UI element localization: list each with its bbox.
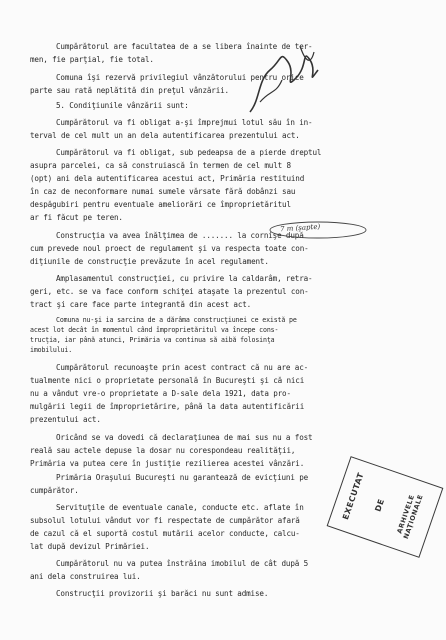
text-line: tualmente nici o proprietate personală în Bucureşti şi că nici xyxy=(30,376,305,385)
text-line: Oricând se va dovedi că declaraţiunea de mai sus nu a fost xyxy=(56,433,313,442)
text-line: Cumpărătorul va fi obligat a-şi împrejmui lotul său în in- xyxy=(56,118,313,127)
text-line: Primăria Oraşului Bucureşti nu garantează de evicţiuni pe xyxy=(56,473,309,482)
text-line: ar fi făcut pe teren. xyxy=(30,213,123,222)
section-heading: 5. Condiţiunile vânzării sunt: xyxy=(56,101,189,110)
stamp-line-2: DE xyxy=(373,497,387,513)
text-line: asupra parcelei, ca să construiască în termen de cel mult 8 xyxy=(30,161,291,170)
text-line: men, fie parţial, fie total. xyxy=(30,55,154,64)
text-line: despăgubiri pentru eventuale ameliorări ce împroprietăritul xyxy=(30,200,291,209)
handwritten-oval xyxy=(268,220,368,240)
text-line: Cumpărătorul va fi obligat, sub pedeapsa de a pierde dreptul xyxy=(56,148,322,157)
text-line: trucţia, iar până atunci, Primăria va continua să aibă folosinţa xyxy=(30,336,275,344)
text-line: acest lot decât în momentul când împroprietăritul va începe cons- xyxy=(30,326,279,334)
text-line: cum prevede noul proect de regulament şi va respecta toate con- xyxy=(30,244,309,253)
text-line: Cumpărătorul are facultatea de a se libera înainte de ter- xyxy=(56,42,313,51)
text-line: nu a vândut vre-o proprietate a D-sale dela 1921, data pro- xyxy=(30,389,291,398)
text-line: Construcţia va avea înălţimea de ....... la cornişe după xyxy=(56,231,304,240)
text-line: cumpărător. xyxy=(30,486,79,495)
text-line: de cazul că el suportă costul mutării acelor conducte, calcu- xyxy=(30,529,300,538)
text-line: Construcţii provizorii şi barăci nu sunt admise. xyxy=(56,589,269,598)
text-line: Primăria va putea cere în justiţie rezilierea acestei vânzări. xyxy=(30,459,305,468)
text-line: parte sau rată neplătită din preţul vânzării. xyxy=(30,86,229,95)
text-line: reală sau actele depuse la dosar nu corespondeau realităţii, xyxy=(30,446,296,455)
signature-scribble xyxy=(240,40,330,120)
text-line: Cumpărătorul recunoaşte prin acest contract că nu are ac- xyxy=(56,363,309,372)
text-line: (opt) ani dela autentificarea acestui act, Primăria restituind xyxy=(30,174,305,183)
text-line: diţiunile de construcţie prevăzute în acel regulament. xyxy=(30,257,269,266)
text-line: subsolul lotului vândut vor fi respectate de cumpărător afară xyxy=(30,516,300,525)
text-line: Servituţile de eventuale canale, conducte etc. aflate în xyxy=(56,503,304,512)
archive-stamp xyxy=(327,456,444,558)
text-line: terval de cel mult un an dela autentificarea prezentului act. xyxy=(30,131,300,140)
text-line: tract şi care face parte integrantă din acest act. xyxy=(30,300,252,309)
text-line: lat după devizul Primăriei. xyxy=(30,542,150,551)
text-line: mulgării legii de împroprietărire, până la data autentificării xyxy=(30,402,305,411)
text-line: imobilului. xyxy=(30,346,73,354)
text-line: Comuna îşi rezervă privilegiul vânzătorului pentru orice xyxy=(56,73,304,82)
text-line: prezentului act. xyxy=(30,415,101,424)
text-line: geri, etc. se va face conform schiţei ataşate la prezentul con- xyxy=(30,287,309,296)
text-line: ani dela construirea lui. xyxy=(30,572,141,581)
handwritten-height: 7 m (şapte) xyxy=(279,222,321,234)
text-line: Amplasamentul construcţiei, cu privire la caldarâm, retra- xyxy=(56,274,313,283)
stamp-line-1: EXECUTAT xyxy=(341,471,366,521)
text-line: Cumpărătorul nu va putea înstrăina imobilul de cât după 5 xyxy=(56,559,309,568)
text-line: Comuna nu-şi ia sarcina de a dărâma construcţiunei ce există pe xyxy=(56,316,297,324)
text-line: în caz de neconformare numai sumele vărsate fără dobânzi sau xyxy=(30,187,296,196)
stamp-line-3: ARHIVELE NAŢIONALE xyxy=(395,493,425,541)
